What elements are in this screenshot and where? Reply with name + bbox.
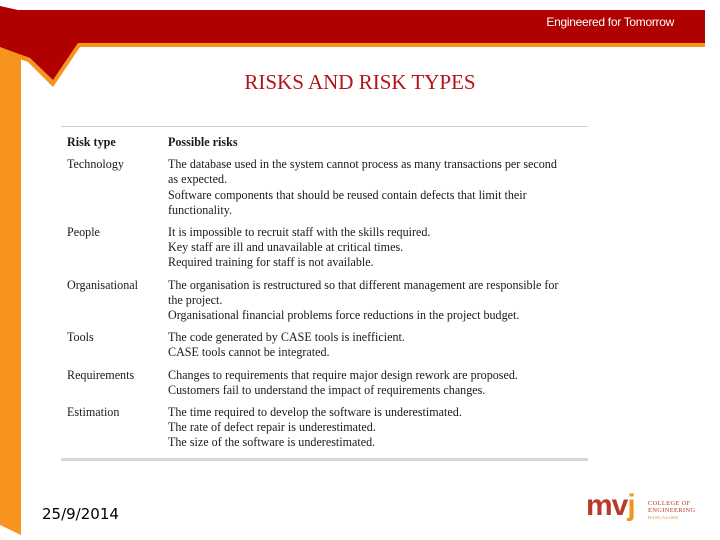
page-title: RISKS AND RISK TYPES [244,70,476,94]
risk-line: The rate of defect repair is underestimated. [168,420,376,435]
risk-line: Changes to requirements that require major design rework are proposed. [168,367,518,382]
risk-type-cell: Requirements [67,367,135,382]
column-header-risk-type: Risk type [67,135,116,149]
table-row [61,368,588,398]
risk-type-cell: Organisational [67,277,138,292]
risk-type-cell: Estimation [67,405,120,420]
possible-risks-cell [168,225,588,271]
risk-line: Required training for staff is not available. [168,255,374,270]
risk-line: as expected. [168,172,228,187]
risk-line: CASE tools cannot be integrated. [168,345,330,360]
column-header-possible-risks: Possible risks [168,135,238,149]
possible-risks-cell [168,368,588,398]
risk-type-cell: Technology [67,157,124,172]
risk-line: The time required to develop the software is underestimated. [168,405,462,420]
risk-line: The size of the software is underestimated. [168,435,376,450]
table-row [61,330,588,360]
possible-risks-cell [168,278,588,324]
risk-line: The database used in the system cannot process as many transactions per second [168,157,557,172]
risk-line: Key staff are ill and unavailable at critical times. [168,240,404,255]
risk-type-cell: People [67,225,100,240]
possible-risks-cell [168,330,588,360]
table-row [61,278,588,324]
college-logo [586,491,696,527]
risk-line: functionality. [168,202,233,217]
table-row [61,157,588,218]
logo-mark-icon: mvj [586,489,635,522]
possible-risks-cell [168,405,588,451]
possible-risks-cell [168,157,588,218]
risk-line: the project. [168,292,223,307]
risk-line: It is impossible to recruit staff with the skills required. [168,225,431,240]
risk-line: Organisational financial problems force reductions in the project budget. [168,308,520,323]
header-tagline: Engineered for Tomorrow [546,15,674,29]
logo-text: COLLEGE OF ENGINEERING BANGALORE [648,500,696,520]
table-row [61,225,588,271]
table-header-row [61,135,588,150]
table-row [61,405,588,451]
risk-table [61,126,588,461]
risk-line: The code generated by CASE tools is inefficient. [168,330,405,345]
risk-line: Customers fail to understand the impact of requirements changes. [168,382,486,397]
risk-type-cell: Tools [67,330,94,345]
left-accent-stripe [0,47,21,535]
risk-line: The organisation is restructured so that different management are responsible for [168,277,559,292]
risk-line: Software components that should be reused contain defects that limit their [168,187,527,202]
slide-date: 25/9/2014 [42,505,119,523]
